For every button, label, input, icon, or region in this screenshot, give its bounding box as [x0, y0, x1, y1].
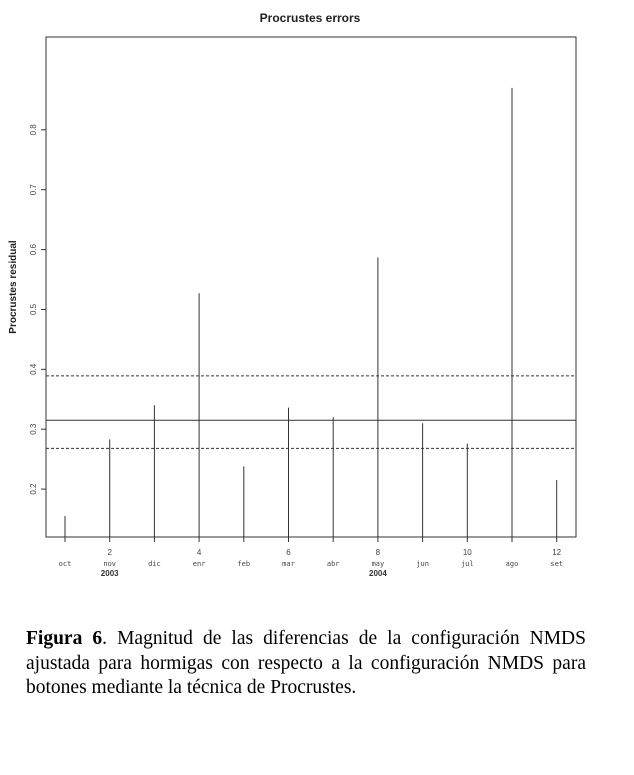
y-axis-label: Procrustes residual: [8, 240, 19, 334]
y-tick-label: 0.8: [29, 124, 38, 136]
caption-text: . Magnitud de las diferencias de la configuración NMDS ajustada para hormigas con respecto a la configuración NMDS para botones mediante la técnica de Procrustes.: [26, 628, 586, 698]
x-number-label: 8: [375, 548, 381, 557]
y-tick-label: 0.4: [29, 363, 38, 375]
x-tick-label-jun: jun: [416, 560, 429, 568]
x-tick-label-enr: enr: [192, 560, 206, 568]
x-tick-label-may: may: [371, 560, 385, 568]
chart-title: Procrustes errors: [259, 11, 361, 25]
x-number-label: 12: [552, 548, 562, 557]
x-tick-label-oct: oct: [58, 560, 72, 568]
y-tick-label: 0.5: [29, 303, 38, 316]
x-tick-label-nov: nov: [103, 560, 117, 568]
y-tick-label: 0.2: [29, 483, 38, 495]
x-number-label: 2: [107, 548, 112, 557]
x-number-label: 4: [196, 548, 202, 557]
y-tick-label: 0.3: [29, 423, 38, 435]
y-tick-label: 0.6: [29, 244, 38, 256]
figure-caption: [26, 627, 586, 701]
x-tick-label-mar: mar: [282, 560, 295, 568]
caption-label: Figura 6: [26, 628, 103, 649]
x-tick-label-ago: ago: [505, 560, 519, 568]
year-label-2003: 2003: [100, 569, 119, 578]
x-tick-label-dic: dic: [148, 560, 161, 568]
plot-frame: [46, 37, 576, 537]
y-tick-label: 0.7: [29, 184, 38, 196]
x-tick-label-feb: feb: [237, 560, 251, 568]
year-label-2004: 2004: [369, 569, 387, 578]
x-tick-label-jul: jul: [460, 560, 474, 568]
x-number-label: 6: [286, 548, 291, 557]
x-tick-label-set: set: [550, 560, 564, 568]
x-tick-label-abr: abr: [326, 560, 340, 568]
x-number-label: 10: [462, 548, 472, 557]
